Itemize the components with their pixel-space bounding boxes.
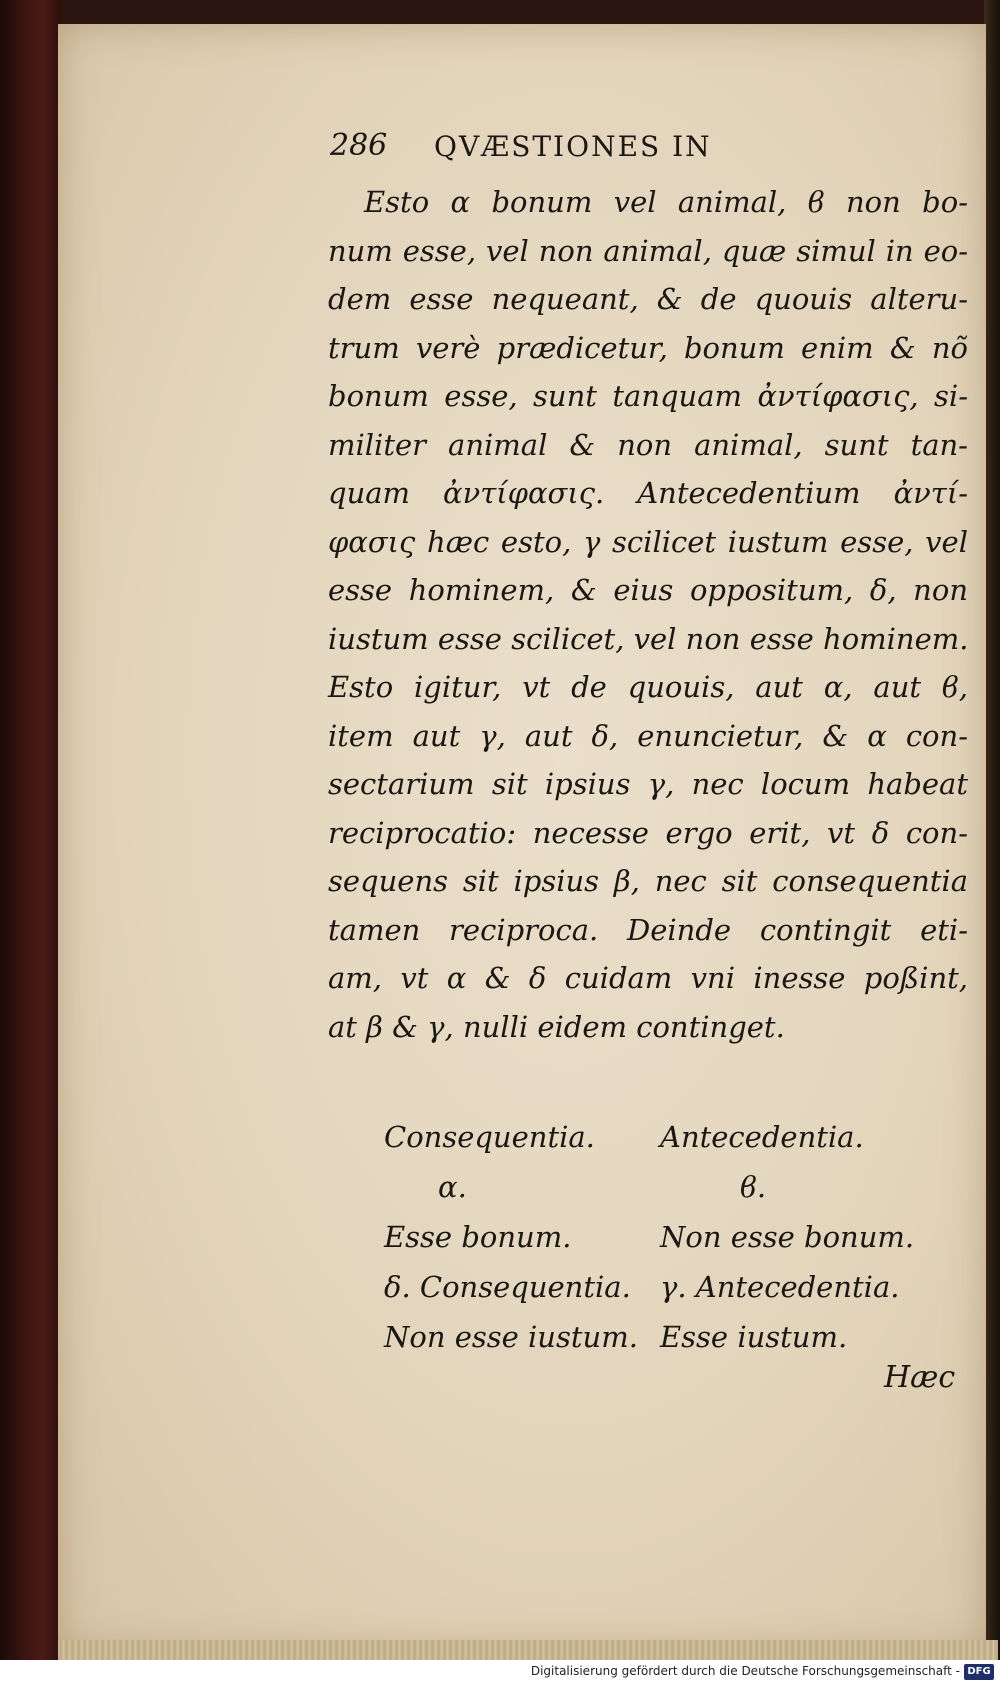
table-cell-left: Esse bonum. bbox=[384, 1220, 572, 1254]
text-line: militer animal & non animal, sunt tan- bbox=[328, 427, 968, 462]
text-line: reciprocatio: necesse ergo erit, vt δ con- bbox=[328, 815, 968, 850]
text-line: esse hominem, & eius oppositum, δ, non bbox=[328, 573, 968, 607]
table-row bbox=[384, 1112, 944, 1162]
table-row bbox=[384, 1312, 944, 1362]
dfg-logo-icon: DFG bbox=[964, 1664, 994, 1680]
table-cell-left: δ. Consequentia. bbox=[384, 1270, 631, 1304]
table-row bbox=[384, 1212, 944, 1262]
text-line: quam ἀντίφασις. Antecedentium ἀντί- bbox=[328, 476, 968, 510]
page-number: 286 bbox=[330, 128, 388, 163]
text-line: φασις hæc esto, γ scilicet iustum esse, vel bbox=[328, 524, 968, 559]
text-line: sectarium sit ipsius γ, nec locum habeat bbox=[328, 767, 968, 801]
text-line: Esto igitur, vt de quouis, aut α, aut ϐ, bbox=[328, 670, 968, 704]
table-row bbox=[384, 1162, 944, 1212]
text-line: dem esse nequeant, & de quouis alteru- bbox=[328, 282, 968, 316]
text-line: Esto α bonum vel animal, ϐ non bo- bbox=[364, 185, 968, 219]
text-line: bonum esse, sunt tanquam ἀντίφασις, si- bbox=[328, 379, 968, 413]
text-line: iustum esse scilicet, vel non esse hominem. bbox=[328, 621, 969, 656]
text-line: am, vt α & δ cuidam vni inesse poßint, bbox=[328, 961, 968, 995]
page-header bbox=[330, 128, 850, 172]
book-edge bbox=[984, 0, 1000, 1660]
text-line: trum verè prædicetur, bonum enim & nõ bbox=[328, 330, 968, 365]
catchword: Hæc bbox=[884, 1360, 956, 1395]
funding-credit: Digitalisierung gefördert durch die Deutsche Forschungsgemeinschaft - bbox=[530, 1664, 960, 1678]
text-line: item aut γ, aut δ, enuncietur, & α con- bbox=[328, 718, 968, 753]
table-cell-left: Non esse iustum. bbox=[384, 1320, 638, 1354]
running-head: QVÆSTIONES IN bbox=[434, 130, 712, 163]
table-cell-right: Antecedentia. bbox=[660, 1120, 864, 1154]
table-cell-left: α. bbox=[438, 1170, 467, 1204]
table-cell-right: Non esse bonum. bbox=[660, 1220, 915, 1254]
text-line: tamen reciproca. Deinde contingit eti- bbox=[328, 912, 968, 947]
table-cell-left: Consequentia. bbox=[384, 1120, 595, 1154]
opposition-table bbox=[384, 1112, 944, 1362]
text-line: sequens sit ipsius β, nec sit consequentia bbox=[328, 864, 968, 898]
footer-bar bbox=[0, 1660, 1000, 1685]
table-cell-right: ϐ. bbox=[740, 1170, 767, 1204]
table-cell-right: Esse iustum. bbox=[660, 1320, 848, 1354]
book-binding bbox=[0, 0, 62, 1685]
text-line: at β & γ, nulli eidem continget. bbox=[328, 1009, 785, 1044]
table-row bbox=[384, 1262, 944, 1312]
table-cell-right: γ. Antecedentia. bbox=[660, 1270, 900, 1304]
page-edge-strip bbox=[58, 1640, 998, 1660]
body-paragraph bbox=[328, 178, 968, 1051]
text-line: num esse, vel non animal, quæ simul in eo- bbox=[328, 233, 968, 268]
